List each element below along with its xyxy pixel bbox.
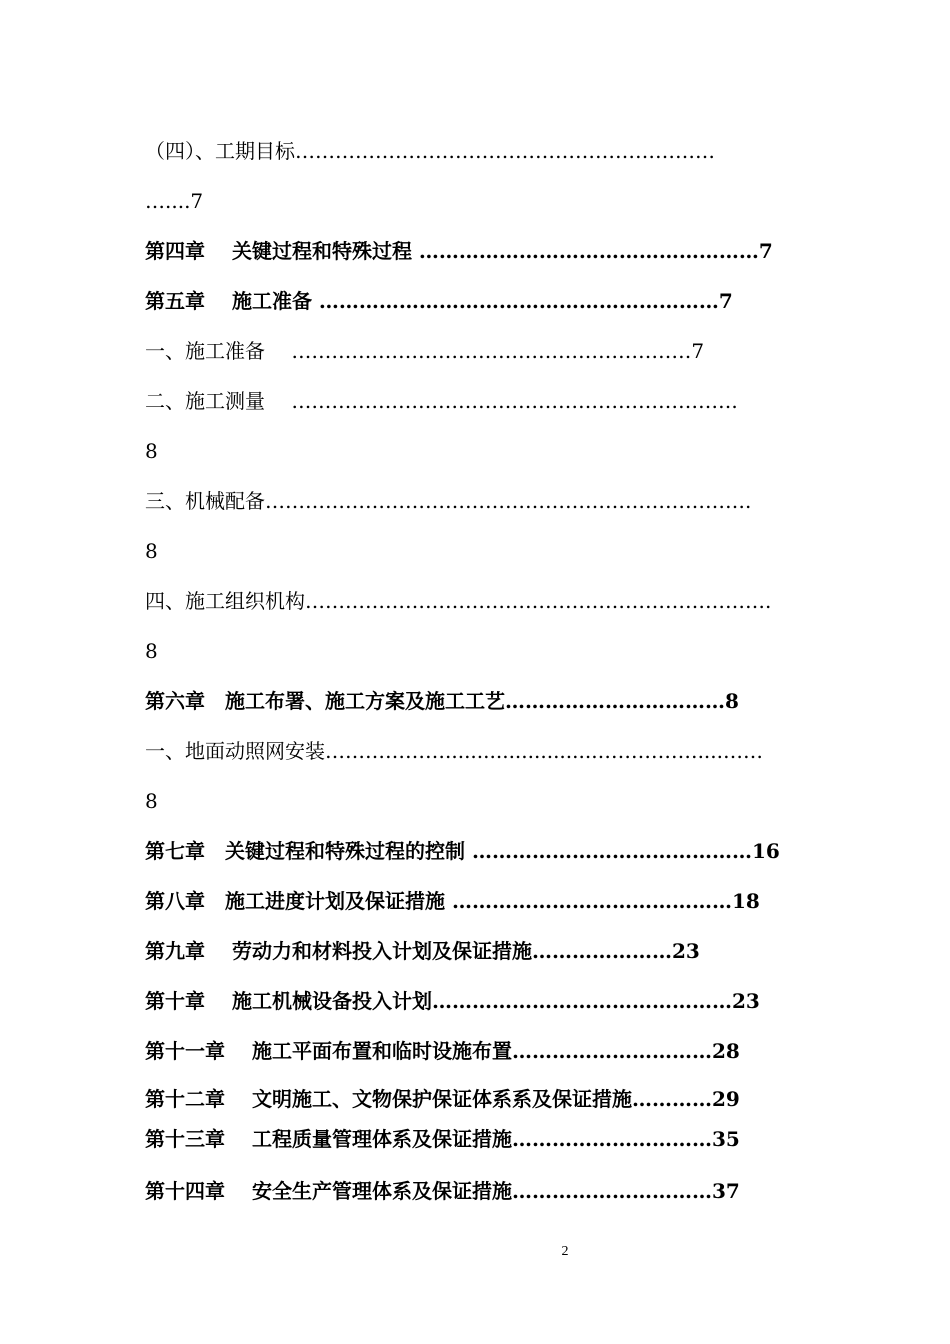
toc-line-21: 第十三章 工程质量管理体系及保证措施…………………………35	[145, 1127, 740, 1151]
toc-line-10: 四、施工组织机构…………………………………………………………….	[145, 589, 772, 613]
toc-line-9: 8	[145, 539, 158, 563]
toc-line-1: （四）、工期目标………………………………………………………	[145, 139, 715, 163]
toc-line-15: 第七章 关键过程和特殊过程的控制 ……………………………………16	[145, 839, 780, 863]
toc-line-18: 第十章 施工机械设备投入计划………………………………………23	[145, 989, 760, 1013]
toc-line-17: 第九章 劳动力和材料投入计划及保证措施…………………23	[145, 939, 700, 963]
toc-line-13: 一、地面动照网安装………………........................……………....……	[145, 739, 764, 763]
toc-line-5: 一、施工准备 ……………………………………………………7	[145, 339, 705, 363]
toc-line-2: …....7	[145, 189, 204, 213]
toc-line-7: 8	[145, 439, 158, 463]
toc-line-16: 第八章 施工进度计划及保证措施 ……………………………………18	[145, 889, 760, 913]
toc-line-19: 第十一章 施工平面布置和临时设施布置…………………………28	[145, 1039, 740, 1063]
toc-line-11: 8	[145, 639, 158, 663]
toc-line-12: 第六章 施工布署、施工方案及施工工艺……………………………8	[145, 689, 739, 713]
toc-line-20: 第十二章 文明施工、文物保护保证体系系及保证措施…………29	[145, 1087, 740, 1111]
toc-line-6: 二、施工测量 ………………………………………………………….	[145, 389, 738, 413]
page-number: 2	[561, 1244, 569, 1259]
toc-line-22: 第十四章 安全生产管理体系及保证措施…………………………37	[145, 1179, 740, 1203]
toc-line-4: 第五章 施工准备 ……………………………………………………7	[145, 289, 733, 313]
toc-line-8: 三、机械配备……………………………………………………………….	[145, 489, 752, 513]
toc-line-3: 第四章 关键过程和特殊过程 ……………………………………………7	[145, 239, 773, 263]
toc-line-14: 8	[145, 789, 158, 813]
